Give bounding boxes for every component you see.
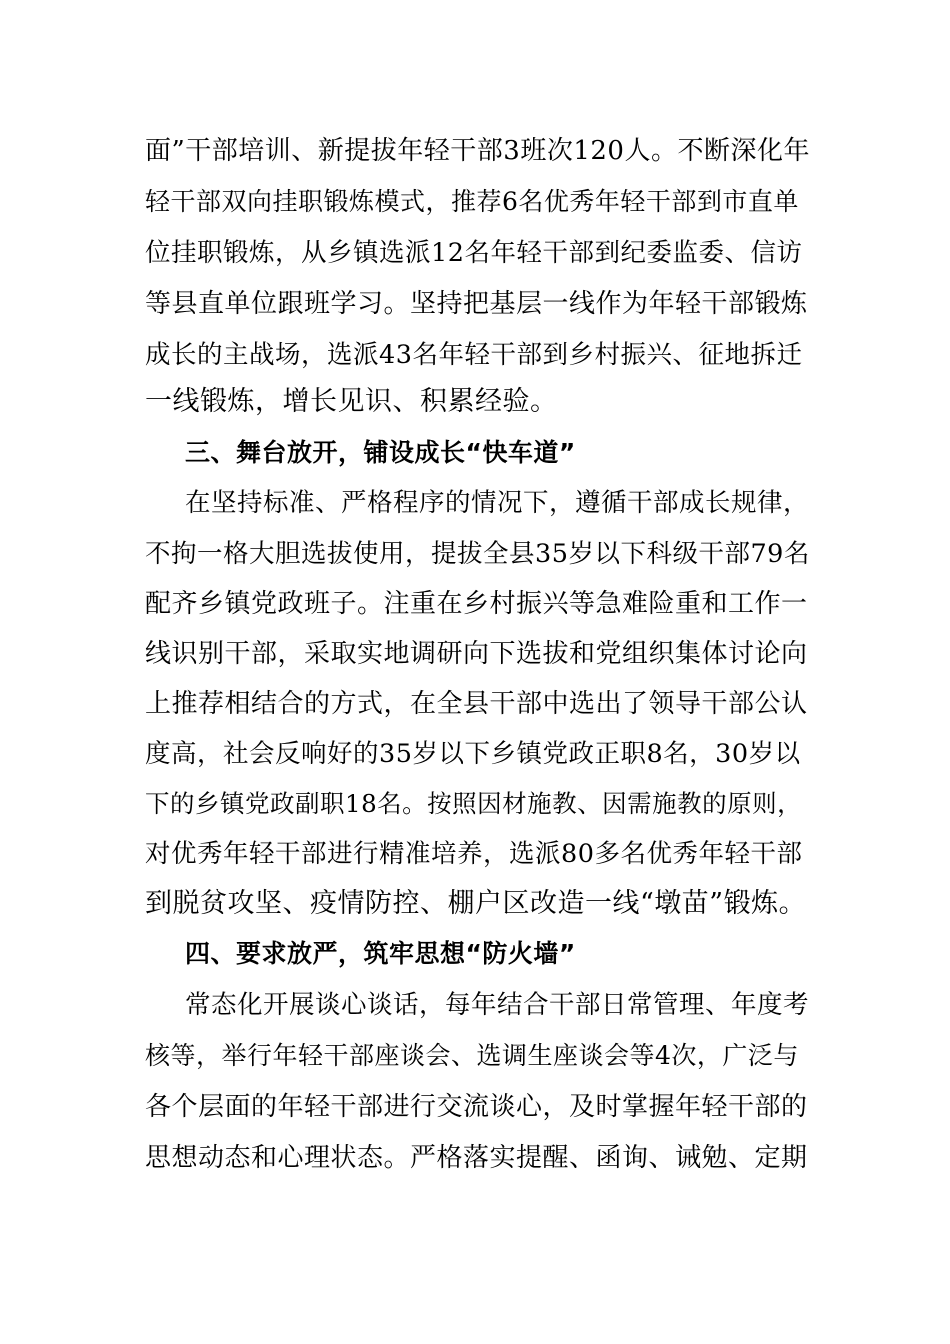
body-text-line: 下的乡镇党政副职18名。按照因材施教、因需施教的原则， (145, 789, 803, 818)
body-text-line: 到脱贫攻坚、疫情防控、棚户区改造一线“墩苗”锻炼。 (145, 888, 807, 919)
body-text-line: 等县直单位跟班学习。坚持把基层一线作为年轻干部锻炼 (145, 289, 808, 319)
body-text-line: 思想动态和心理状态。严格落实提醒、函询、诫勉、定期 (145, 1143, 808, 1173)
body-text-line: 各个层面的年轻干部进行交流谈心，及时掌握年轻干部的 (145, 1092, 808, 1122)
body-text-line: 核等，举行年轻干部座谈会、选调生座谈会等4次，广泛与 (145, 1041, 799, 1070)
body-text-line: 位挂职锻炼，从乡镇选派12名年轻干部到纪委监委、信访 (145, 238, 803, 268)
body-text-line: 成长的主战场，选派43名年轻干部到乡村振兴、征地拆迁 (145, 340, 803, 370)
body-text-line: 轻干部双向挂职锻炼模式，推荐6名优秀年轻干部到市直单 (145, 187, 799, 216)
body-text-line: 常态化开展谈心谈话，每年结合干部日常管理、年度考 (185, 990, 810, 1020)
body-text-line: 一线锻炼，增长见识、积累经验。 (145, 386, 558, 417)
body-text-line: 面”干部培训、新提拔年轻干部3班次120人。不断深化年 (145, 136, 810, 166)
body-text-line: 配齐乡镇党政班子。注重在乡村振兴等急难险重和工作一 (145, 589, 808, 619)
body-text-line: 对优秀年轻干部进行精准培养，选派80多名优秀年轻干部 (145, 839, 803, 869)
body-text-line: 不拘一格大胆选拔使用，提拔全县35岁以下科级干部79名 (145, 539, 810, 569)
section-heading: 四、要求放严，筑牢思想“防火墙” (185, 939, 576, 968)
body-text-line: 上推荐相结合的方式，在全县干部中选出了领导干部公认 (145, 689, 808, 719)
body-text-line: 度高，社会反响好的35岁以下乡镇党政正职8名，30岁以 (145, 739, 801, 769)
body-text-line: 在坚持标准、严格程序的情况下，遵循干部成长规律， (185, 488, 810, 518)
body-text-line: 线识别干部，采取实地调研向下选拔和党组织集体讨论向 (145, 639, 808, 669)
section-heading: 三、舞台放开，铺设成长“快车道” (185, 438, 576, 467)
